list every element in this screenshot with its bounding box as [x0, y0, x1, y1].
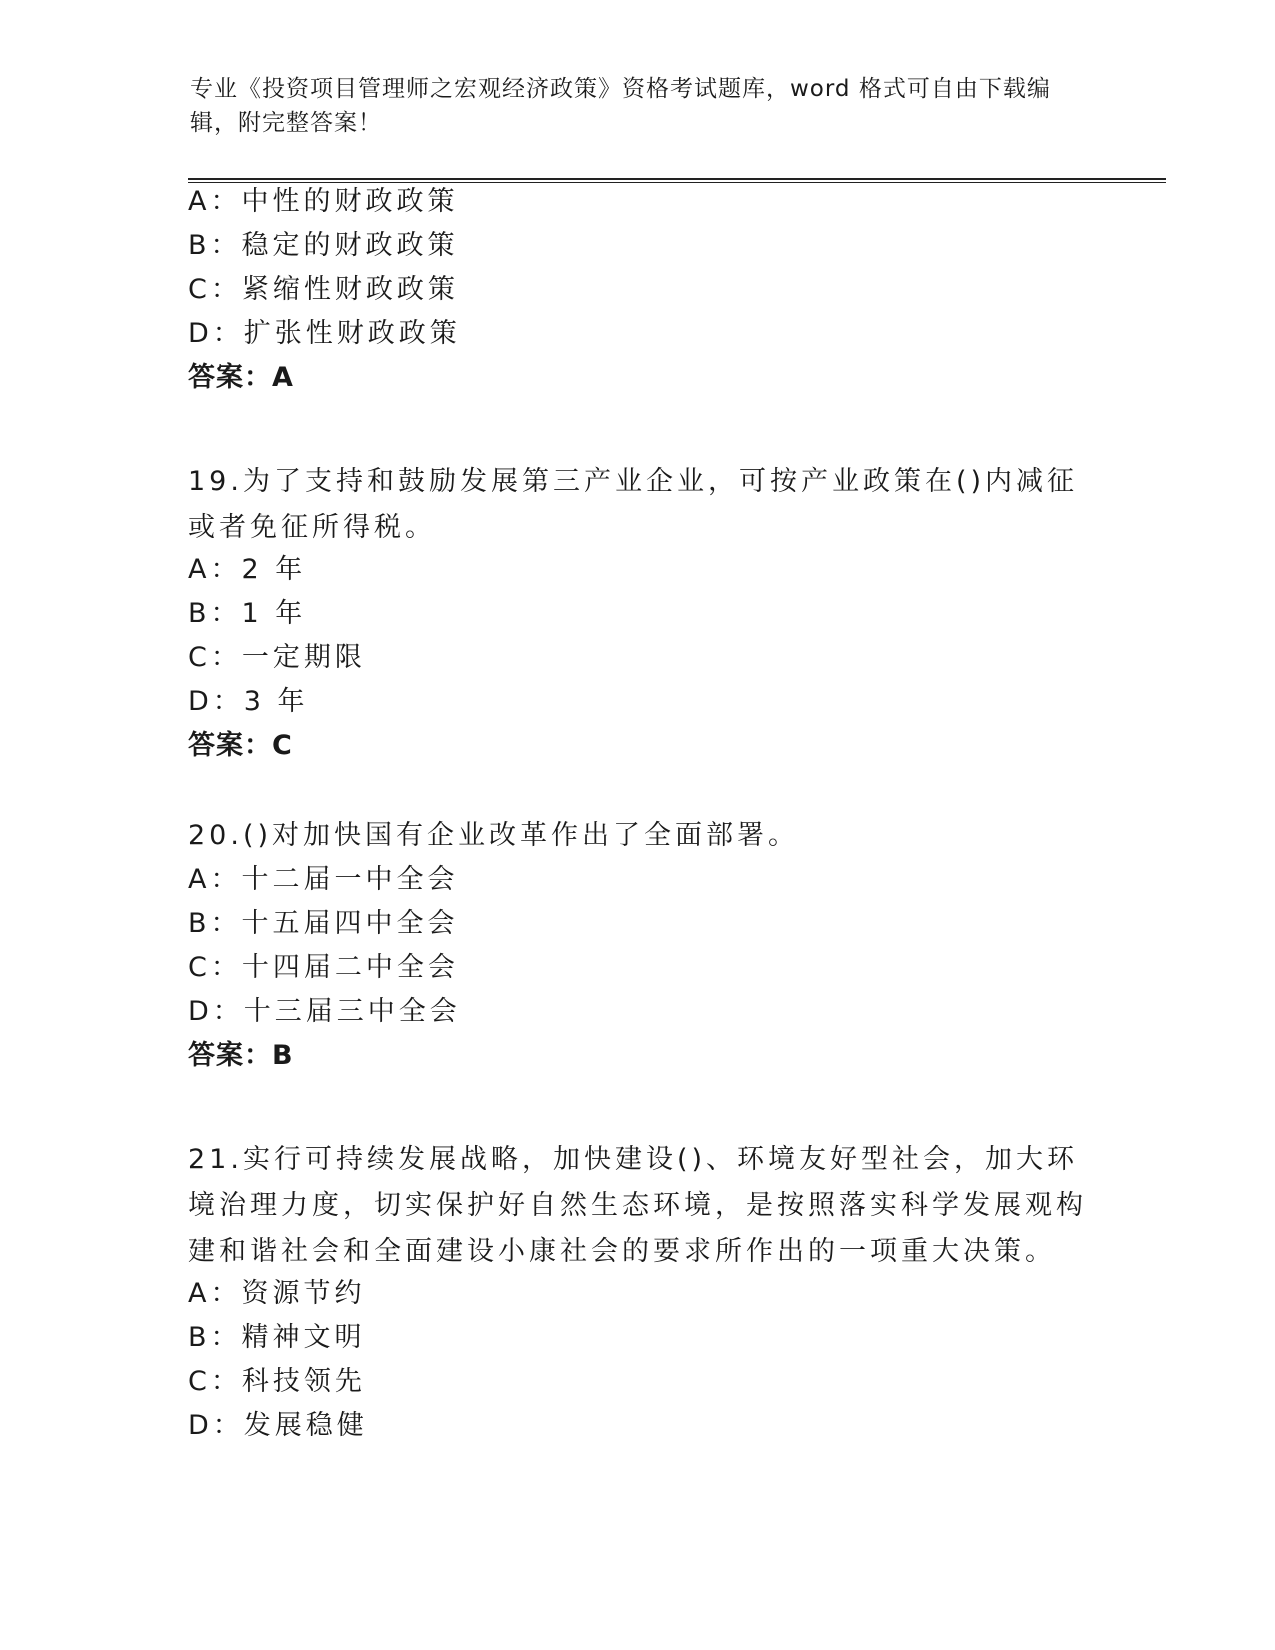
q18-answer: 答案：A: [188, 362, 294, 393]
q19-option-b: B：1 年: [188, 598, 307, 629]
q21-option-b: B：精神文明: [188, 1322, 366, 1353]
q20-option-b: B：十五届四中全会: [188, 908, 459, 939]
q18-option-b: B：稳定的财政政策: [188, 230, 459, 261]
q20-answer: 答案：B: [188, 1040, 294, 1071]
q20-option-d: D：十三届三中全会: [188, 996, 461, 1027]
q19-option-c: C：一定期限: [188, 642, 366, 673]
header-divider: [188, 178, 1166, 183]
q21-stem: 21.实行可持续发展战略，加快建设()、环境友好型社会，加大环境治理力度，切实保护好自然生态环境，是按照落实科学发展观构建和谐社会和全面建设小康社会的要求所作出的一项重大决策。: [188, 1144, 1087, 1267]
q18-option-c: C：紧缩性财政政策: [188, 274, 459, 305]
q19-option-d: D：3 年: [188, 686, 309, 717]
q21-option-a: A：资源节约: [188, 1278, 366, 1309]
q19-stem: 19.为了支持和鼓励发展第三产业企业，可按产业政策在()内减征或者免征所得税。: [188, 466, 1079, 543]
q19-option-a: A：2 年: [188, 554, 307, 585]
q18-option-a: A：中性的财政政策: [188, 186, 459, 217]
q19-answer: 答案：C: [188, 730, 293, 761]
q21-option-c: C：科技领先: [188, 1366, 366, 1397]
q18-option-d: D：扩张性财政政策: [188, 318, 461, 349]
q20-stem: 20.()对加快国有企业改革作出了全面部署。: [188, 820, 800, 851]
q21-option-d: D：发展稳健: [188, 1410, 368, 1441]
q20-option-a: A：十二届一中全会: [188, 864, 459, 895]
q20-option-c: C：十四届二中全会: [188, 952, 459, 983]
document-header: 专业《投资项目管理师之宏观经济政策》资格考试题库，word 格式可自由下载编辑，附完整答案！: [190, 76, 1051, 136]
